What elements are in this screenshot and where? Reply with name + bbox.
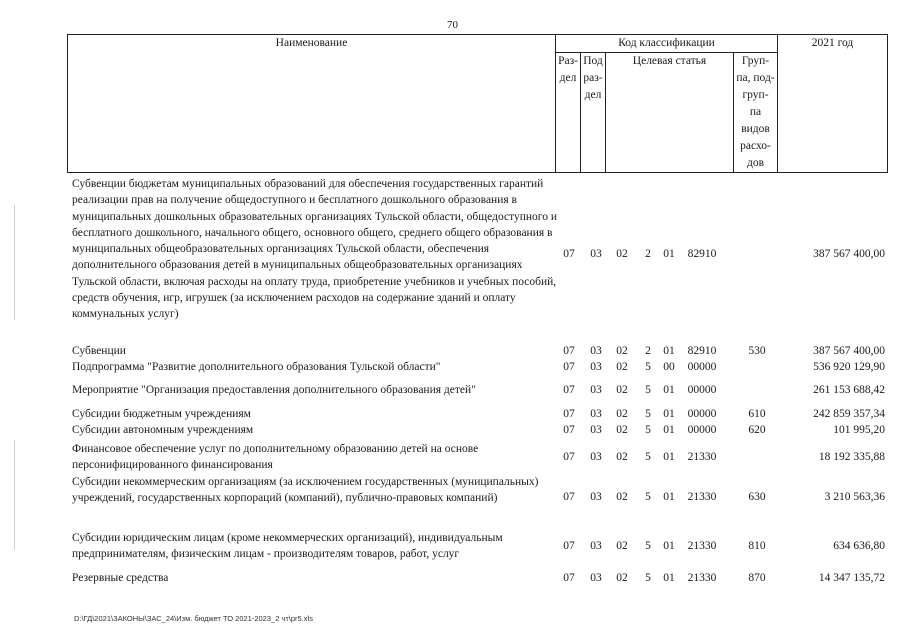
row-name: Субвенции — [72, 344, 126, 357]
header-year: 2021 год — [778, 35, 888, 173]
table-row — [0, 343, 905, 359]
header-podrazdel: Под раз- дел — [581, 53, 606, 173]
table-row — [0, 530, 905, 562]
row-t4: 82910 — [687, 248, 717, 260]
row-name: Мероприятие "Организация предоставления дополнительного образования детей" — [72, 383, 476, 396]
row-t1: 02 — [616, 384, 628, 396]
page-number: 70 — [447, 19, 458, 31]
row-t4: 21330 — [687, 540, 717, 552]
row-group: 530 — [748, 345, 766, 357]
header-razdel: Раз- дел — [556, 53, 581, 173]
header-name: Наименование — [68, 35, 556, 173]
row-razdel: 07 — [563, 424, 575, 436]
row-razdel: 07 — [563, 540, 575, 552]
row-t1: 02 — [616, 248, 628, 260]
row-amount: 387 567 400,00 — [813, 248, 885, 260]
row-name: Подпрограмма "Развитие дополнительного образования Тульской области" — [72, 360, 441, 373]
row-t1: 02 — [616, 361, 628, 373]
table-row — [0, 422, 905, 438]
row-podrazdel: 03 — [590, 345, 602, 357]
row-name: Финансовое обеспечение услуг по дополнительному образованию детей на основе персонифицированного финансирования — [72, 442, 479, 471]
row-podrazdel: 03 — [590, 248, 602, 260]
row-podrazdel: 03 — [590, 572, 602, 584]
row-razdel: 07 — [563, 572, 575, 584]
row-razdel: 07 — [563, 345, 575, 357]
table-row — [0, 359, 905, 375]
row-name: Субсидии некоммерческим организациям (за исключением государственных (муниципальных) учреждений, государственных корпораций (компаний), публично-правовых компаний) — [72, 476, 539, 505]
row-t1: 02 — [616, 491, 628, 503]
row-t2: 5 — [645, 451, 651, 463]
table-row — [0, 570, 905, 586]
row-t3: 01 — [663, 572, 675, 584]
header-target: Целевая статья — [606, 53, 734, 173]
row-t3: 01 — [663, 408, 675, 420]
table-row — [0, 381, 905, 399]
row-t2: 5 — [645, 572, 651, 584]
row-t1: 02 — [616, 572, 628, 584]
row-podrazdel: 03 — [590, 361, 602, 373]
row-t4: 21330 — [687, 451, 717, 463]
row-amount: 261 153 688,42 — [813, 384, 885, 396]
row-group: 610 — [748, 408, 766, 420]
row-razdel: 07 — [563, 408, 575, 420]
row-t3: 01 — [663, 540, 675, 552]
row-amount: 3 210 563,36 — [824, 491, 885, 503]
row-name: Субсидии бюджетным учреждениям — [72, 407, 251, 420]
row-group: 630 — [748, 491, 766, 503]
row-t3: 01 — [663, 424, 675, 436]
row-t4: 00000 — [687, 408, 717, 420]
row-amount: 14 347 135,72 — [818, 572, 885, 584]
row-t3: 01 — [663, 491, 675, 503]
header-group: Груп- па, под- груп- па видов расхо- дов — [734, 53, 778, 173]
row-amount: 387 567 400,00 — [813, 345, 885, 357]
row-t3: 01 — [663, 248, 675, 260]
row-t4: 00000 — [687, 361, 717, 373]
row-amount: 536 920 129,90 — [813, 361, 885, 373]
row-amount: 242 859 357,34 — [813, 408, 885, 420]
row-t2: 5 — [645, 361, 651, 373]
row-group: 870 — [748, 572, 766, 584]
row-t1: 02 — [616, 345, 628, 357]
row-podrazdel: 03 — [590, 408, 602, 420]
row-t1: 02 — [616, 424, 628, 436]
row-t3: 00 — [663, 361, 675, 373]
row-t4: 00000 — [687, 384, 717, 396]
row-name: Резервные средства — [72, 571, 169, 584]
row-podrazdel: 03 — [590, 451, 602, 463]
row-razdel: 07 — [563, 491, 575, 503]
row-razdel: 07 — [563, 384, 575, 396]
row-t2: 5 — [645, 424, 651, 436]
row-podrazdel: 03 — [590, 384, 602, 396]
row-t2: 2 — [645, 248, 651, 260]
row-t3: 01 — [663, 384, 675, 396]
row-t2: 5 — [645, 491, 651, 503]
row-name: Субвенции бюджетам муниципальных образований для обеспечения государственных гарантий реализации прав на получение общедоступного и бесплатного дошкольного образования в муниципальных дошкольных образовательных организациях Тульской области, общедоступного и бесплатного дошкольного, начального общего, основного общего, среднего общего образования в муниципальных общеобразовательных организациях Тульской области, обеспечения дополнительного образования детей в муниципальных общеобразовательных организациях Тульской области, включая расходы на оплату труда, приобретение учебников и учебных пособий, средств обучения, игр, игрушек (за исключением расходов на содержание зданий и оплату коммунальных услуг) — [72, 178, 557, 321]
header-code: Код классификации — [556, 35, 778, 53]
row-razdel: 07 — [563, 361, 575, 373]
row-razdel: 07 — [563, 451, 575, 463]
row-t4: 21330 — [687, 491, 717, 503]
row-t1: 02 — [616, 451, 628, 463]
table-row — [0, 441, 905, 473]
row-t4: 82910 — [687, 345, 717, 357]
row-t2: 5 — [645, 384, 651, 396]
row-podrazdel: 03 — [590, 540, 602, 552]
row-podrazdel: 03 — [590, 491, 602, 503]
table-row — [0, 406, 905, 422]
row-t2: 2 — [645, 345, 651, 357]
table-row — [0, 474, 905, 520]
row-t1: 02 — [616, 408, 628, 420]
table-row — [0, 176, 905, 332]
row-amount: 634 636,80 — [833, 540, 885, 552]
row-amount: 101 995,20 — [833, 424, 885, 436]
row-name: Субсидии юридическим лицам (кроме некоммерческих организаций), индивидуальным предпринимателям, физическим лицам - производителям товаров, работ, услуг — [72, 531, 503, 560]
row-t1: 02 — [616, 540, 628, 552]
row-group: 620 — [748, 424, 766, 436]
row-group: 810 — [748, 540, 766, 552]
row-t3: 01 — [663, 451, 675, 463]
row-amount: 18 192 335,88 — [818, 451, 885, 463]
file-path: D:\ГД\2021\ЗАКОНЫ\ЗАС_24\Изм. бюджет ТО 2021-2023_2 чт\pr5.xls — [74, 614, 313, 623]
row-t4: 00000 — [687, 424, 717, 436]
row-podrazdel: 03 — [590, 424, 602, 436]
row-t3: 01 — [663, 345, 675, 357]
row-name: Субсидии автономным учреждениям — [72, 423, 254, 436]
row-razdel: 07 — [563, 248, 575, 260]
row-t2: 5 — [645, 540, 651, 552]
row-t2: 5 — [645, 408, 651, 420]
row-t4: 21330 — [687, 572, 717, 584]
